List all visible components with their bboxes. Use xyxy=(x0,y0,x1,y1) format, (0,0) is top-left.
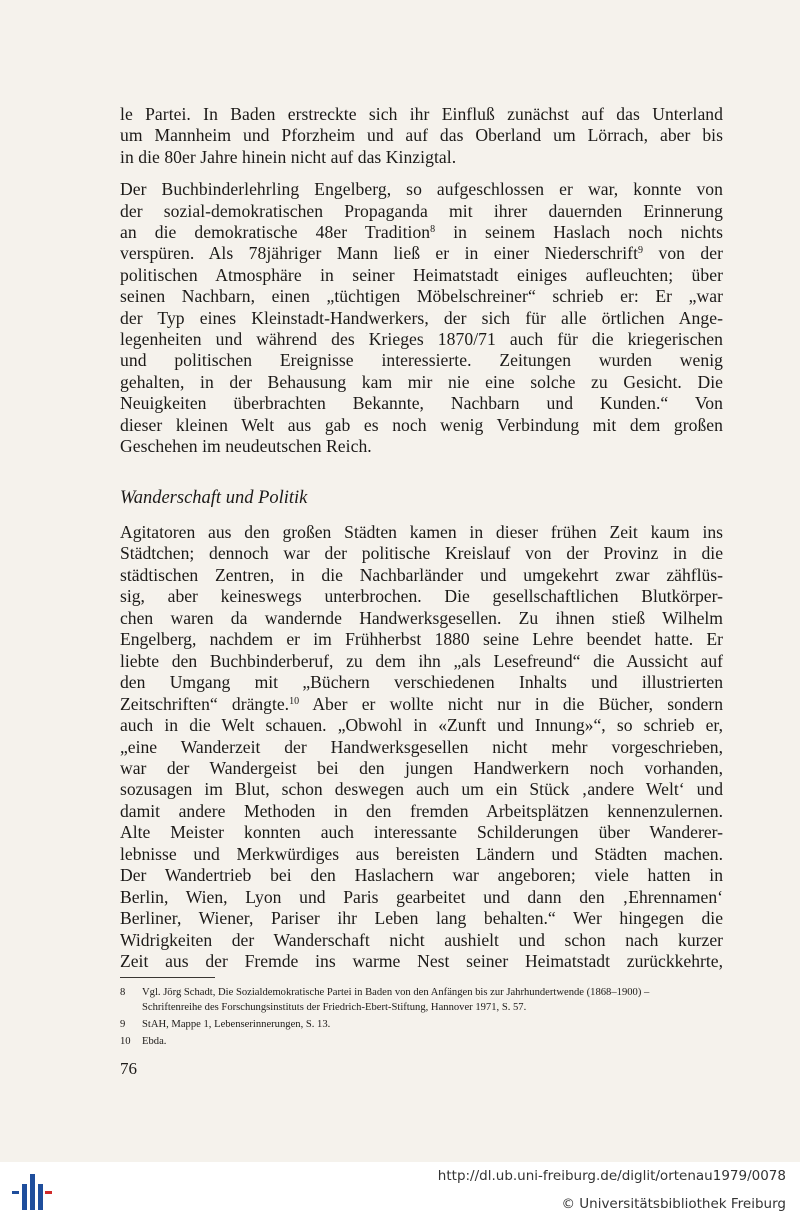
text-line: seinen Nachbarn, einen „tüchtigen Möbelschreiner“ schrieb er: Er „war xyxy=(120,286,723,307)
text-line xyxy=(120,222,723,243)
text-line: sig, aber keineswegs unterbrochen. Die gesellschaftlichen Blutkörper- xyxy=(120,586,723,607)
footnote-divider xyxy=(120,977,215,978)
text-line xyxy=(120,694,723,715)
text-fragment: Aber er wollte nicht nur in die Bücher, sondern xyxy=(312,693,723,714)
text-line: den Umgang mit „Büchern verschiedenen Inhalts und illustrierten xyxy=(120,672,723,693)
text-line: le Partei. In Baden erstreckte sich ihr Einfluß zunächst auf das Unterland xyxy=(120,104,723,124)
footnote-number: 8 xyxy=(120,987,126,998)
text-line: war der Wandergeist bei den jungen Handwerkern noch vorhanden, xyxy=(120,757,723,778)
text-line: lebnisse und Merkwürdiges aus bereisten Ländern und Städten machen. xyxy=(120,843,723,864)
footnote-ref[interactable]: 9 xyxy=(638,245,644,257)
text-line xyxy=(120,243,723,264)
footnote-line: StAH, Mappe 1, Lebenserinnerungen, S. 13. xyxy=(142,1019,331,1030)
text-fragment: an die demokratische 48er Tradition xyxy=(120,222,431,243)
footnote-line: Ebda. xyxy=(142,1036,167,1047)
footnote-number: 9 xyxy=(120,1019,126,1030)
source-url-link[interactable]: http://dl.ub.uni-freiburg.de/diglit/ortenau1979/0078 xyxy=(437,1168,786,1184)
footnotes xyxy=(120,985,730,1049)
text-line: liebte den Buchbinderberuf, zu dem ihn „als Lesefreund“ die Aussicht auf xyxy=(120,650,723,671)
text-line: und politischen Ereignisse interessierte. Zeitungen wurden wenig xyxy=(120,350,723,371)
text-line: Engelberg, nachdem er im Frühherbst 1880 seine Lehre beendet hatte. Er xyxy=(120,629,723,650)
body-text xyxy=(120,104,723,458)
paragraph-3 xyxy=(120,522,723,973)
text-fragment: verspüren. Als 78jähriger Mann ließ er in einer Niederschrift xyxy=(120,243,639,264)
section-heading: Wanderschaft und Politik xyxy=(120,488,308,508)
text-fragment: von der xyxy=(658,243,724,264)
text-line: Alte Meister konnten auch interessante Schilderungen über Wanderer- xyxy=(120,822,723,843)
text-line: Berlin, Wien, Lyon und Paris gearbeitet und dann den ‚Ehrennamen‘ xyxy=(120,886,723,907)
paragraph-2 xyxy=(120,179,723,457)
text-line: damit andere Methoden in den fremden Arbeitsplätzen kennenzulernen. xyxy=(120,800,723,821)
text-line: „eine Wanderzeit der Handwerksgesellen nicht mehr vorgeschrieben, xyxy=(120,736,723,757)
text-line: Neuigkeiten überbrachten Bekannte, Nachbarn und Kunden.“ Von xyxy=(120,393,723,414)
paragraph-1 xyxy=(120,104,723,168)
text-line: Zeit aus der Fremde ins warme Nest seiner Heimatstadt zurückkehrte, xyxy=(120,951,723,972)
text-fragment: Zeitschriften“ drängte. xyxy=(120,693,290,714)
footnote-ref[interactable]: 8 xyxy=(430,224,436,236)
footnote-9 xyxy=(120,1017,730,1032)
text-line: Berliner, Wiener, Pariser ihr Leben lang behalten.“ Wer hingegen die xyxy=(120,908,723,929)
text-line: Städtchen; dennoch war der politische Kreislauf von der Provinz in die xyxy=(120,543,723,564)
footnote-ref[interactable]: 10 xyxy=(289,695,300,707)
text-line: Widrigkeiten der Wanderschaft nicht aushielt und schon nach kurzer xyxy=(120,929,723,950)
text-line: Agitatoren aus den großen Städten kamen in dieser frühen Zeit kaum ins xyxy=(120,522,723,542)
page-number: 76 xyxy=(120,1059,137,1078)
text-line: politischen Atmosphäre in seiner Heimatstadt einiges aufleuchten; über xyxy=(120,264,723,285)
footer-bar xyxy=(0,1162,800,1220)
ub-freiburg-logo-icon xyxy=(12,1172,52,1210)
text-line: gehalten, in der Behausung kam mir nie eine solche zu Gesicht. Die xyxy=(120,371,723,392)
text-line: auch in die Welt schauen. „Obwohl in «Zunft und Innung»“, so schrieb er, xyxy=(120,715,723,736)
text-line: Geschehen im neudeutschen Reich. xyxy=(120,436,372,457)
footnote-10 xyxy=(120,1034,730,1049)
footnote-line: Schriftenreihe des Forschungsinstituts der Friedrich-Ebert-Stiftung, Hannover 1971, S. 57. xyxy=(142,1002,527,1013)
footnote-line: Vgl. Jörg Schadt, Die Sozialdemokratische Partei in Baden von den Anfängen bis zur Jahrhundertwende (1868–1900) – xyxy=(142,987,650,998)
text-line: chen waren da wandernde Handwerksgesellen. Zu ihnen stieß Wilhelm xyxy=(120,607,723,628)
footnote-number: 10 xyxy=(120,1036,131,1047)
text-line: dieser kleinen Welt aus gab es noch wenig Verbindung mit dem großen xyxy=(120,414,723,435)
footnote-8 xyxy=(120,985,730,1015)
text-line: sozusagen im Blut, schon deswegen auch um ein Stück ‚andere Welt‘ und xyxy=(120,779,723,800)
text-line: der sozial-demokratischen Propaganda mit ihrer dauernden Erinnerung xyxy=(120,200,723,221)
text-line: städtischen Zentren, in die Nachbarländer und umgekehrt zwar zähflüs- xyxy=(120,564,723,585)
text-line: der Typ eines Kleinstadt-Handwerkers, der sich für alle örtlichen Ange- xyxy=(120,307,723,328)
copyright-text: © Universitätsbibliothek Freiburg xyxy=(561,1196,786,1212)
text-line: legenheiten und während des Krieges 1870/71 auch für die kriegerischen xyxy=(120,329,723,350)
text-line: Der Buchbinderlehrling Engelberg, so aufgeschlossen er war, konnte von xyxy=(120,179,723,200)
text-line: Der Wandertrieb bei den Haslachern war angeboren; viele hatten in xyxy=(120,865,723,886)
text-line: um Mannheim und Pforzheim und auf das Oberland um Lörrach, aber bis xyxy=(120,125,723,146)
text-line: in die 80er Jahre hinein nicht auf das Kinzigtal. xyxy=(120,146,457,167)
text-fragment: in seinem Haslach noch nichts xyxy=(453,222,723,243)
